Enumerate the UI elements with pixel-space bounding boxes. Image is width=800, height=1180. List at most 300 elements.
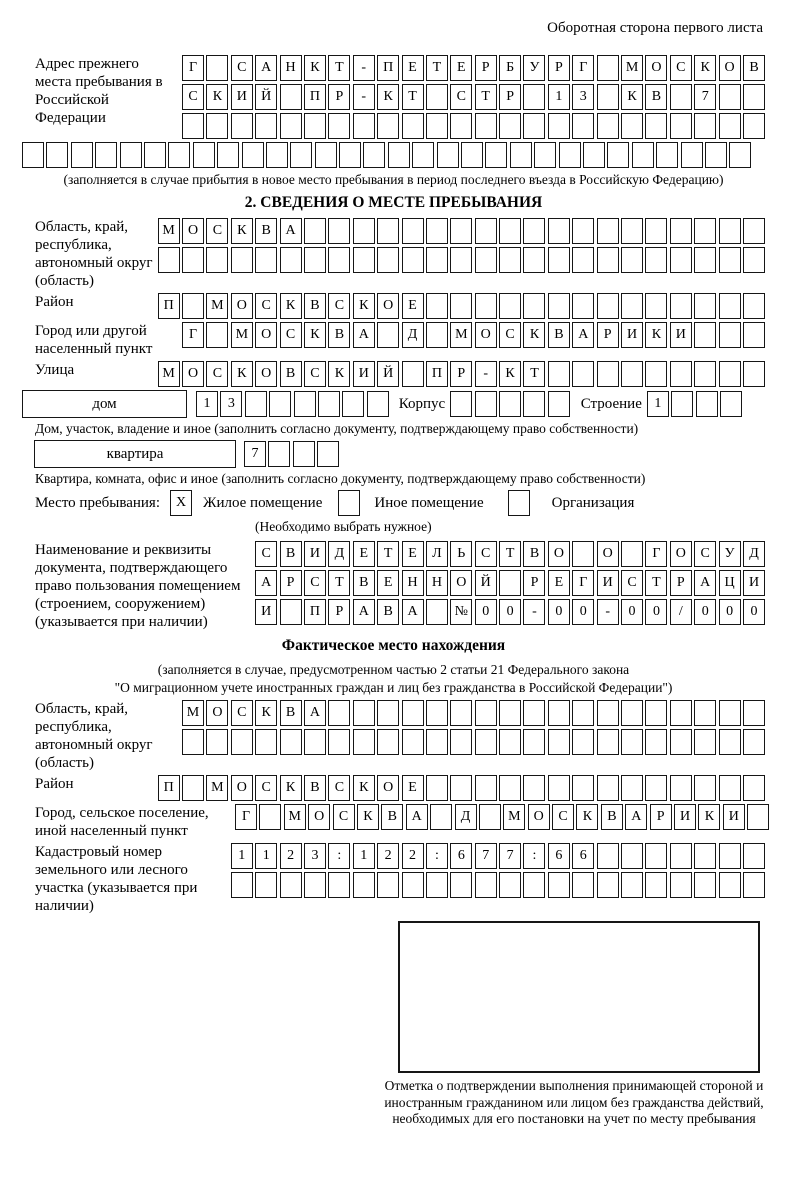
- char-cell[interactable]: [670, 729, 692, 755]
- char-cell[interactable]: [315, 142, 337, 168]
- char-cell[interactable]: А: [402, 599, 424, 625]
- char-cell[interactable]: О: [231, 775, 253, 801]
- char-cell[interactable]: [621, 361, 643, 387]
- char-cell[interactable]: [572, 218, 594, 244]
- char-cell[interactable]: Г: [235, 804, 257, 830]
- char-cell[interactable]: К: [353, 293, 375, 319]
- char-cell[interactable]: [266, 142, 288, 168]
- char-cell[interactable]: Ц: [719, 570, 741, 596]
- char-cell[interactable]: В: [645, 84, 667, 110]
- char-cell[interactable]: [95, 142, 117, 168]
- char-cell[interactable]: [328, 247, 350, 273]
- char-cell[interactable]: [182, 775, 204, 801]
- char-cell[interactable]: [206, 55, 228, 81]
- char-cell[interactable]: [597, 55, 619, 81]
- char-cell[interactable]: [353, 700, 375, 726]
- char-cell[interactable]: [499, 293, 521, 319]
- char-cell[interactable]: [450, 113, 472, 139]
- char-cell[interactable]: [523, 247, 545, 273]
- char-cell[interactable]: Н: [426, 570, 448, 596]
- char-cell[interactable]: С: [255, 293, 277, 319]
- char-cell[interactable]: У: [523, 55, 545, 81]
- char-cell[interactable]: -: [353, 55, 375, 81]
- char-cell[interactable]: [645, 729, 667, 755]
- char-cell[interactable]: Т: [328, 55, 350, 81]
- char-cell[interactable]: [572, 247, 594, 273]
- char-cell[interactable]: [231, 113, 253, 139]
- char-cell[interactable]: [670, 872, 692, 898]
- char-cell[interactable]: [548, 700, 570, 726]
- char-cell[interactable]: 2: [377, 843, 399, 869]
- char-cell[interactable]: А: [353, 599, 375, 625]
- char-cell[interactable]: [206, 247, 228, 273]
- char-cell[interactable]: [572, 872, 594, 898]
- char-cell[interactable]: С: [694, 541, 716, 567]
- char-cell[interactable]: 3: [304, 843, 326, 869]
- char-cell[interactable]: О: [255, 322, 277, 348]
- char-cell[interactable]: [255, 872, 277, 898]
- char-cell[interactable]: :: [426, 843, 448, 869]
- char-cell[interactable]: [645, 361, 667, 387]
- char-cell[interactable]: [705, 142, 727, 168]
- char-cell[interactable]: С: [328, 775, 350, 801]
- char-cell[interactable]: [426, 218, 448, 244]
- char-cell[interactable]: Р: [499, 84, 521, 110]
- char-cell[interactable]: [743, 247, 765, 273]
- char-cell[interactable]: С: [255, 775, 277, 801]
- char-cell[interactable]: :: [523, 843, 545, 869]
- char-cell[interactable]: Г: [645, 541, 667, 567]
- char-cell[interactable]: 3: [220, 391, 242, 417]
- char-cell[interactable]: [694, 322, 716, 348]
- char-cell[interactable]: [437, 142, 459, 168]
- char-cell[interactable]: К: [280, 293, 302, 319]
- char-cell[interactable]: О: [475, 322, 497, 348]
- char-cell[interactable]: [450, 218, 472, 244]
- char-cell[interactable]: Е: [377, 570, 399, 596]
- char-cell[interactable]: [426, 322, 448, 348]
- char-cell[interactable]: П: [158, 775, 180, 801]
- char-cell[interactable]: [426, 293, 448, 319]
- char-cell[interactable]: М: [231, 322, 253, 348]
- char-cell[interactable]: [450, 775, 472, 801]
- char-cell[interactable]: М: [206, 293, 228, 319]
- char-cell[interactable]: [572, 700, 594, 726]
- char-cell[interactable]: В: [353, 570, 375, 596]
- char-cell[interactable]: И: [670, 322, 692, 348]
- char-cell[interactable]: В: [381, 804, 403, 830]
- char-cell[interactable]: П: [304, 84, 326, 110]
- char-cell[interactable]: [743, 361, 765, 387]
- char-cell[interactable]: [523, 775, 545, 801]
- char-cell[interactable]: [71, 142, 93, 168]
- char-cell[interactable]: [450, 872, 472, 898]
- char-cell[interactable]: /: [670, 599, 692, 625]
- char-cell[interactable]: Д: [743, 541, 765, 567]
- char-cell[interactable]: [548, 391, 570, 417]
- char-cell[interactable]: Т: [426, 55, 448, 81]
- char-cell[interactable]: С: [255, 541, 277, 567]
- char-cell[interactable]: Т: [645, 570, 667, 596]
- char-cell[interactable]: [645, 843, 667, 869]
- char-cell[interactable]: И: [743, 570, 765, 596]
- char-cell[interactable]: [499, 700, 521, 726]
- char-cell[interactable]: Е: [402, 541, 424, 567]
- char-cell[interactable]: [670, 361, 692, 387]
- char-cell[interactable]: 3: [572, 84, 594, 110]
- char-cell[interactable]: [719, 113, 741, 139]
- char-cell[interactable]: К: [255, 700, 277, 726]
- char-cell[interactable]: [259, 804, 281, 830]
- char-cell[interactable]: [450, 247, 472, 273]
- char-cell[interactable]: [743, 843, 765, 869]
- char-cell[interactable]: [572, 293, 594, 319]
- char-cell[interactable]: [597, 293, 619, 319]
- char-cell[interactable]: [304, 247, 326, 273]
- char-cell[interactable]: 2: [402, 843, 424, 869]
- char-cell[interactable]: [645, 872, 667, 898]
- char-cell[interactable]: [597, 247, 619, 273]
- char-cell[interactable]: Ь: [450, 541, 472, 567]
- char-cell[interactable]: И: [255, 599, 277, 625]
- char-cell[interactable]: [621, 113, 643, 139]
- char-cell[interactable]: А: [625, 804, 647, 830]
- char-cell[interactable]: [342, 391, 364, 417]
- char-cell[interactable]: [694, 872, 716, 898]
- char-cell[interactable]: [696, 391, 718, 417]
- char-cell[interactable]: [621, 700, 643, 726]
- char-cell[interactable]: [597, 113, 619, 139]
- char-cell[interactable]: [572, 113, 594, 139]
- char-cell[interactable]: [694, 361, 716, 387]
- char-cell[interactable]: [475, 729, 497, 755]
- char-cell[interactable]: [743, 84, 765, 110]
- char-cell[interactable]: Н: [402, 570, 424, 596]
- char-cell[interactable]: И: [597, 570, 619, 596]
- char-cell[interactable]: [719, 700, 741, 726]
- char-cell[interactable]: Г: [182, 322, 204, 348]
- char-cell[interactable]: [193, 142, 215, 168]
- char-cell[interactable]: С: [206, 361, 228, 387]
- char-cell[interactable]: С: [621, 570, 643, 596]
- char-cell[interactable]: [206, 322, 228, 348]
- char-cell[interactable]: К: [576, 804, 598, 830]
- char-cell[interactable]: П: [158, 293, 180, 319]
- char-cell[interactable]: Р: [280, 570, 302, 596]
- char-cell[interactable]: [597, 700, 619, 726]
- char-cell[interactable]: Е: [353, 541, 375, 567]
- char-cell[interactable]: В: [255, 218, 277, 244]
- char-cell[interactable]: О: [231, 293, 253, 319]
- char-cell[interactable]: [670, 843, 692, 869]
- char-cell[interactable]: [747, 804, 769, 830]
- char-cell[interactable]: [499, 247, 521, 273]
- char-cell[interactable]: В: [280, 700, 302, 726]
- char-cell[interactable]: 0: [499, 599, 521, 625]
- char-cell[interactable]: [426, 700, 448, 726]
- char-cell[interactable]: [559, 142, 581, 168]
- char-cell[interactable]: 1: [255, 843, 277, 869]
- char-cell[interactable]: [572, 361, 594, 387]
- char-cell[interactable]: [475, 391, 497, 417]
- char-cell[interactable]: 1: [196, 391, 218, 417]
- char-cell[interactable]: [318, 391, 340, 417]
- char-cell[interactable]: [144, 142, 166, 168]
- char-cell[interactable]: [621, 293, 643, 319]
- other-premises-checkbox[interactable]: [338, 490, 360, 516]
- char-cell[interactable]: [523, 700, 545, 726]
- char-cell[interactable]: Т: [377, 541, 399, 567]
- char-cell[interactable]: К: [645, 322, 667, 348]
- char-cell[interactable]: [499, 570, 521, 596]
- char-cell[interactable]: Е: [402, 293, 424, 319]
- char-cell[interactable]: [548, 729, 570, 755]
- char-cell[interactable]: Р: [328, 599, 350, 625]
- char-cell[interactable]: С: [499, 322, 521, 348]
- char-cell[interactable]: [304, 218, 326, 244]
- char-cell[interactable]: С: [206, 218, 228, 244]
- char-cell[interactable]: С: [280, 322, 302, 348]
- char-cell[interactable]: Й: [255, 84, 277, 110]
- char-cell[interactable]: Г: [182, 55, 204, 81]
- char-cell[interactable]: Е: [402, 55, 424, 81]
- char-cell[interactable]: [694, 218, 716, 244]
- char-cell[interactable]: [719, 247, 741, 273]
- char-cell[interactable]: [328, 700, 350, 726]
- char-cell[interactable]: [293, 441, 315, 467]
- char-cell[interactable]: И: [674, 804, 696, 830]
- char-cell[interactable]: Т: [499, 541, 521, 567]
- char-cell[interactable]: [523, 729, 545, 755]
- char-cell[interactable]: [743, 218, 765, 244]
- char-cell[interactable]: [645, 700, 667, 726]
- char-cell[interactable]: [158, 247, 180, 273]
- char-cell[interactable]: :: [328, 843, 350, 869]
- char-cell[interactable]: [328, 218, 350, 244]
- char-cell[interactable]: Т: [475, 84, 497, 110]
- char-cell[interactable]: С: [552, 804, 574, 830]
- char-cell[interactable]: О: [182, 218, 204, 244]
- char-cell[interactable]: И: [231, 84, 253, 110]
- char-cell[interactable]: 0: [719, 599, 741, 625]
- char-cell[interactable]: К: [357, 804, 379, 830]
- char-cell[interactable]: И: [304, 541, 326, 567]
- char-cell[interactable]: [510, 142, 532, 168]
- char-cell[interactable]: С: [182, 84, 204, 110]
- char-cell[interactable]: [304, 113, 326, 139]
- char-cell[interactable]: М: [503, 804, 525, 830]
- char-cell[interactable]: [231, 247, 253, 273]
- char-cell[interactable]: [245, 391, 267, 417]
- char-cell[interactable]: [523, 293, 545, 319]
- char-cell[interactable]: Г: [572, 55, 594, 81]
- char-cell[interactable]: [402, 113, 424, 139]
- char-cell[interactable]: [353, 247, 375, 273]
- char-cell[interactable]: К: [523, 322, 545, 348]
- char-cell[interactable]: 7: [475, 843, 497, 869]
- char-cell[interactable]: О: [182, 361, 204, 387]
- char-cell[interactable]: [412, 142, 434, 168]
- char-cell[interactable]: [269, 391, 291, 417]
- char-cell[interactable]: [743, 293, 765, 319]
- char-cell[interactable]: [430, 804, 452, 830]
- char-cell[interactable]: О: [308, 804, 330, 830]
- char-cell[interactable]: А: [406, 804, 428, 830]
- char-cell[interactable]: [523, 84, 545, 110]
- char-cell[interactable]: Е: [548, 570, 570, 596]
- char-cell[interactable]: 0: [621, 599, 643, 625]
- char-cell[interactable]: А: [255, 570, 277, 596]
- char-cell[interactable]: С: [304, 361, 326, 387]
- char-cell[interactable]: [402, 872, 424, 898]
- char-cell[interactable]: [377, 247, 399, 273]
- char-cell[interactable]: Д: [402, 322, 424, 348]
- char-cell[interactable]: Б: [499, 55, 521, 81]
- char-cell[interactable]: В: [280, 361, 302, 387]
- char-cell[interactable]: [671, 391, 693, 417]
- char-cell[interactable]: А: [572, 322, 594, 348]
- char-cell[interactable]: 7: [694, 84, 716, 110]
- char-cell[interactable]: [670, 700, 692, 726]
- char-cell[interactable]: [694, 293, 716, 319]
- char-cell[interactable]: К: [206, 84, 228, 110]
- char-cell[interactable]: В: [280, 541, 302, 567]
- char-cell[interactable]: [719, 293, 741, 319]
- char-cell[interactable]: [597, 729, 619, 755]
- char-cell[interactable]: Р: [523, 570, 545, 596]
- char-cell[interactable]: А: [255, 55, 277, 81]
- char-cell[interactable]: [280, 872, 302, 898]
- char-cell[interactable]: [450, 391, 472, 417]
- char-cell[interactable]: М: [206, 775, 228, 801]
- char-cell[interactable]: И: [621, 322, 643, 348]
- char-cell[interactable]: [22, 142, 44, 168]
- char-cell[interactable]: [328, 729, 350, 755]
- char-cell[interactable]: [597, 218, 619, 244]
- char-cell[interactable]: [670, 775, 692, 801]
- char-cell[interactable]: У: [719, 541, 741, 567]
- char-cell[interactable]: [402, 247, 424, 273]
- char-cell[interactable]: [548, 218, 570, 244]
- char-cell[interactable]: [353, 113, 375, 139]
- char-cell[interactable]: И: [353, 361, 375, 387]
- char-cell[interactable]: [402, 361, 424, 387]
- char-cell[interactable]: [534, 142, 556, 168]
- char-cell[interactable]: [523, 391, 545, 417]
- char-cell[interactable]: [339, 142, 361, 168]
- char-cell[interactable]: [645, 113, 667, 139]
- char-cell[interactable]: [645, 247, 667, 273]
- residential-checkbox[interactable]: X: [170, 490, 192, 516]
- char-cell[interactable]: В: [523, 541, 545, 567]
- char-cell[interactable]: [548, 247, 570, 273]
- char-cell[interactable]: [377, 700, 399, 726]
- char-cell[interactable]: А: [280, 218, 302, 244]
- char-cell[interactable]: [426, 113, 448, 139]
- char-cell[interactable]: [694, 843, 716, 869]
- char-cell[interactable]: [597, 84, 619, 110]
- char-cell[interactable]: О: [719, 55, 741, 81]
- char-cell[interactable]: [353, 872, 375, 898]
- char-cell[interactable]: [402, 729, 424, 755]
- char-cell[interactable]: [304, 729, 326, 755]
- char-cell[interactable]: С: [333, 804, 355, 830]
- char-cell[interactable]: [479, 804, 501, 830]
- char-cell[interactable]: [621, 247, 643, 273]
- char-cell[interactable]: [499, 872, 521, 898]
- char-cell[interactable]: №: [450, 599, 472, 625]
- char-cell[interactable]: О: [645, 55, 667, 81]
- char-cell[interactable]: [475, 872, 497, 898]
- char-cell[interactable]: [719, 361, 741, 387]
- char-cell[interactable]: О: [597, 541, 619, 567]
- char-cell[interactable]: [621, 541, 643, 567]
- char-cell[interactable]: И: [723, 804, 745, 830]
- char-cell[interactable]: [377, 872, 399, 898]
- char-cell[interactable]: [328, 113, 350, 139]
- char-cell[interactable]: О: [206, 700, 228, 726]
- char-cell[interactable]: [523, 113, 545, 139]
- char-cell[interactable]: [548, 361, 570, 387]
- char-cell[interactable]: [645, 775, 667, 801]
- char-cell[interactable]: [719, 729, 741, 755]
- char-cell[interactable]: Е: [402, 775, 424, 801]
- char-cell[interactable]: М: [284, 804, 306, 830]
- char-cell[interactable]: В: [601, 804, 623, 830]
- char-cell[interactable]: [217, 142, 239, 168]
- char-cell[interactable]: Р: [548, 55, 570, 81]
- char-cell[interactable]: М: [182, 700, 204, 726]
- char-cell[interactable]: [168, 142, 190, 168]
- char-cell[interactable]: [353, 729, 375, 755]
- char-cell[interactable]: [499, 113, 521, 139]
- char-cell[interactable]: [719, 843, 741, 869]
- char-cell[interactable]: [743, 775, 765, 801]
- char-cell[interactable]: [475, 775, 497, 801]
- char-cell[interactable]: [670, 113, 692, 139]
- char-cell[interactable]: [743, 872, 765, 898]
- char-cell[interactable]: [353, 218, 375, 244]
- char-cell[interactable]: [242, 142, 264, 168]
- char-cell[interactable]: [621, 775, 643, 801]
- char-cell[interactable]: [499, 391, 521, 417]
- char-cell[interactable]: [720, 391, 742, 417]
- char-cell[interactable]: К: [621, 84, 643, 110]
- char-cell[interactable]: [206, 113, 228, 139]
- char-cell[interactable]: 1: [548, 84, 570, 110]
- char-cell[interactable]: 1: [231, 843, 253, 869]
- char-cell[interactable]: [268, 441, 290, 467]
- char-cell[interactable]: [402, 700, 424, 726]
- char-cell[interactable]: [426, 84, 448, 110]
- char-cell[interactable]: [475, 247, 497, 273]
- char-cell[interactable]: [475, 218, 497, 244]
- char-cell[interactable]: [294, 391, 316, 417]
- char-cell[interactable]: Р: [670, 570, 692, 596]
- char-cell[interactable]: [304, 872, 326, 898]
- char-cell[interactable]: [694, 775, 716, 801]
- char-cell[interactable]: [621, 729, 643, 755]
- char-cell[interactable]: [607, 142, 629, 168]
- char-cell[interactable]: [681, 142, 703, 168]
- char-cell[interactable]: 0: [694, 599, 716, 625]
- char-cell[interactable]: [743, 729, 765, 755]
- char-cell[interactable]: [572, 729, 594, 755]
- char-cell[interactable]: [670, 293, 692, 319]
- char-cell[interactable]: [182, 729, 204, 755]
- char-cell[interactable]: [548, 872, 570, 898]
- char-cell[interactable]: [694, 700, 716, 726]
